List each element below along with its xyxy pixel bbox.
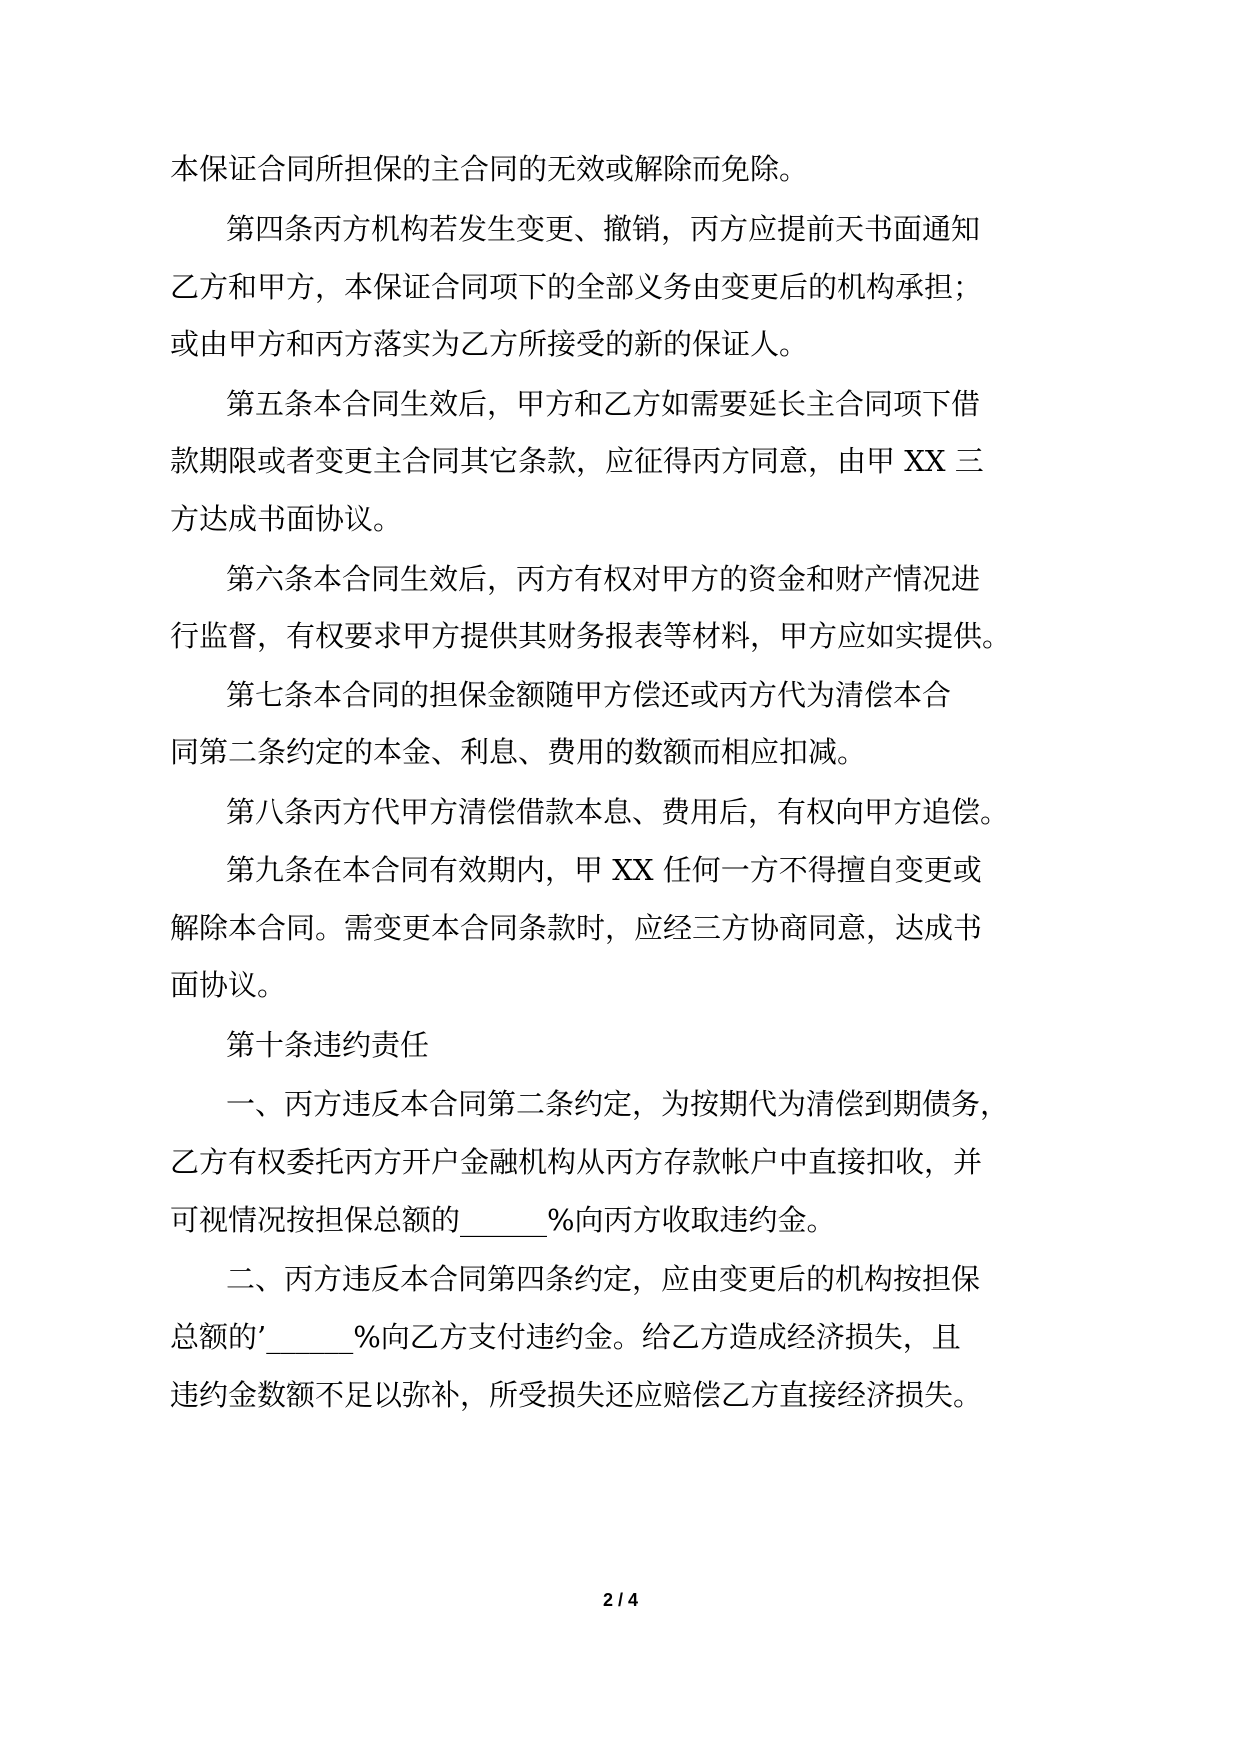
text-line: 违约金数额不足以弥补，所受损失还应赔偿乙方直接经济损失。	[170, 1378, 983, 1412]
text-line: 行监督，有权要求甲方提供其财务报表等材料，甲方应如实提供。	[170, 619, 1012, 653]
text-line: 第七条本合同的担保金额随甲方偿还或丙方代为清偿本合	[226, 678, 952, 712]
text-line: 第四条丙方机构若发生变更、撤销，丙方应提前天书面通知	[226, 212, 981, 246]
page-number: 2 / 4	[602, 1590, 639, 1610]
text-line: 可视情况按担保总额的______%向丙方收取违约金。	[170, 1203, 836, 1237]
text-line: 面协议。	[170, 968, 287, 1002]
text-line: 或由甲方和丙方落实为乙方所接受的新的保证人。	[170, 327, 809, 361]
text-line: 第六条本合同生效后，丙方有权对甲方的资金和财产情况进	[226, 562, 981, 596]
text-line: 第五条本合同生效后，甲方和乙方如需要延长主合同项下借	[226, 387, 981, 421]
text-line: 乙方有权委托丙方开户金融机构从丙方存款帐户中直接扣收，并	[170, 1145, 983, 1179]
text-line: 第八条丙方代甲方清偿借款本息、费用后，有权向甲方追偿。	[226, 795, 1010, 829]
text-line: 同第二条约定的本金、利息、费用的数额而相应扣减。	[170, 735, 867, 769]
text-line: 款期限或者变更主合同其它条款，应征得丙方同意，由甲 XX 三	[170, 444, 984, 478]
text-line: 方达成书面协议。	[170, 502, 403, 536]
text-line: 第九条在本合同有效期内，甲 XX 任何一方不得擅自变更或	[226, 853, 982, 887]
text-line: 二、丙方违反本合同第四条约定，应由变更后的机构按担保	[226, 1262, 981, 1296]
text-line: 乙方和甲方，本保证合同项下的全部义务由变更后的机构承担；	[170, 270, 983, 304]
text-line: 总额的’______%向乙方支付违约金。给乙方造成经济损失，且	[170, 1320, 961, 1354]
text-line: 本保证合同所担保的主合同的无效或解除而免除。	[170, 152, 809, 186]
text-line: 一、丙方违反本合同第二条约定，为按期代为清偿到期债务，	[226, 1087, 1010, 1121]
text-line: 解除本合同。需变更本合同条款时，应经三方协商同意，达成书	[170, 911, 983, 945]
text-line: 第十条违约责任	[226, 1028, 430, 1062]
